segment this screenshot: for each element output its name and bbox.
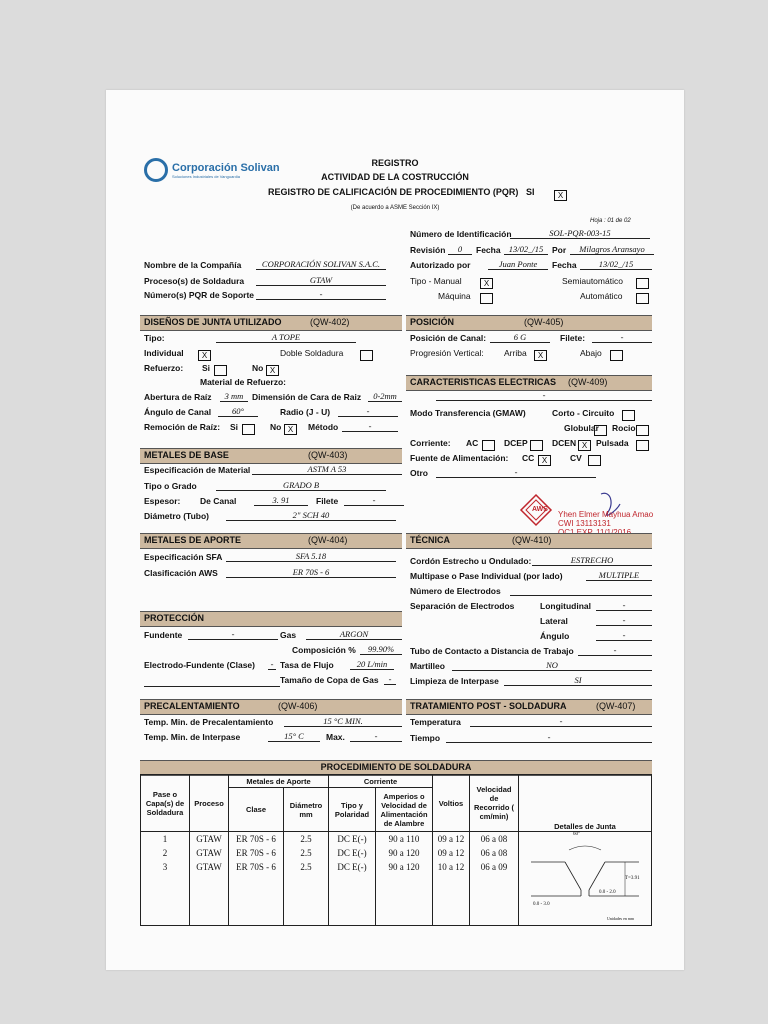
proceso-value: GTAW [256,275,386,286]
maquina-label: Máquina [438,291,471,301]
col-detalles: Detalles de Junta [519,775,652,832]
tiempo-value: - [446,732,652,743]
junta-tipo-value: A TOPE [216,332,356,343]
title-pqr: REGISTRO DE CALIFICACIÓN DE PROCEDIMIENTO (PQR) [268,187,519,197]
revision-label: Revisión [410,245,446,255]
otro-label: Otro [410,468,428,478]
electrodo-line [144,686,280,687]
row2-amperios: 90 a 120 [376,846,433,860]
aws-label: Clasificación AWS [144,568,218,578]
compania-label: Nombre de la Compañía [144,260,242,270]
col-diametro: Diámetro mm [284,788,329,832]
por-value: Milagros Aransayo [570,244,654,255]
aporte-section-header: METALES DE APORTE (QW-404) [140,533,402,549]
row3-clase: ER 70S - 6 [229,860,284,874]
precal-min-value: 15 °C MIN. [284,716,402,727]
title-registro: REGISTRO [371,158,419,168]
abertura-value: 3 mm [220,391,248,402]
row2-pase: 2 [141,846,190,860]
row3-diametro: 2.5 [284,860,329,874]
row1-velocidad: 06 a 08 [470,832,519,846]
tiempo-label: Tiempo [410,733,441,743]
filete-base-value: - [344,495,404,506]
multipase-label: Multipase o Pase Individual (por lado) [410,571,563,581]
sfa-label: Especificación SFA [144,552,223,562]
base-section-header: METALES DE BASE (QW-403) [140,448,402,464]
separacion-label: Separación de Electrodos [410,601,515,611]
autorizado-value: Juan Ponte [488,259,548,270]
angulo-tec-label: Ángulo [540,631,570,641]
doble-label: Doble Soldadura [280,348,344,358]
pqr-soporte-label: Número(s) PQR de Soporte [144,290,255,300]
tasa-value: 20 L/min [350,659,394,670]
autorizado-label: Autorizado por [410,260,471,270]
si-label: SI [526,187,535,197]
remocion-si-checkbox [242,421,255,439]
filete-pos-label: Filete: [560,333,586,343]
cc-label: CC [522,453,535,463]
seal-text: AWS [532,506,548,513]
sketch-t: T=3.91 [625,876,640,881]
sketch-angle: 60° [573,832,580,837]
martilleo-value: NO [452,660,652,671]
dcep-label: DCEP [504,438,528,448]
cc-checkbox: X [538,452,551,470]
otro-value: - [436,467,596,478]
espesor-label: Espesor: [144,496,181,506]
temperatura-label: Temperatura [410,717,461,727]
row1-clase: ER 70S - 6 [229,832,284,846]
doble-checkbox [360,347,373,365]
tasa-label: Tasa de Flujo [280,660,334,670]
canal-value: 6 G [490,332,550,343]
material-refuerzo-label: Material de Refuerzo: [200,377,286,387]
individual-label: Individual [144,348,184,358]
row2-voltios: 09 a 12 [433,846,470,860]
remocion-no-label: No [270,422,282,432]
sketch-face: 0.0 - 2.0 [599,890,616,895]
dimension-value: 0-2mm [368,391,402,402]
cv-label: CV [570,453,582,463]
revision-value: 0 [448,244,472,255]
row3-tipo: DC E(-) [329,860,376,874]
tipo-manual-checkbox: X [480,275,493,293]
tamano-copa-label: Tamaño de Copa de Gas [280,675,379,685]
remocion-label: Remoción de Raíz: [144,422,221,432]
post-section-header: TRATAMIENTO POST - SOLDADURA (QW-407) [406,699,652,715]
group-corriente: Corriente [329,775,433,788]
ac-label: AC [466,438,479,448]
row2-diametro: 2.5 [284,846,329,860]
logo-name: Corporación Solivan [172,162,280,174]
de-canal-value: 3. 91 [254,495,308,506]
diametro-tubo-label: Diámetro (Tubo) [144,511,210,521]
remocion-no-checkbox: X [284,421,297,439]
limpieza-value: SI [504,675,652,686]
remocion-si-label: Si [230,422,239,432]
max-label: Max. [326,732,345,742]
procedimiento-table [140,774,652,926]
col-clase: Clase [229,788,284,832]
lateral-value: - [596,615,652,626]
precal-min-label: Temp. Min. de Precalentamiento [144,717,274,727]
refuerzo-no-label: No [252,363,264,373]
table-row [141,832,652,846]
composicion-value: 99.90% [360,644,402,655]
filete-base-label: Filete [316,496,339,506]
row1-diametro: 2.5 [284,832,329,846]
row1-tipo: DC E(-) [329,832,376,846]
interpase-label: Temp. Min. de Interpase [144,732,241,742]
fecha-label: Fecha [476,245,501,255]
refuerzo-si-label: Si [202,363,211,373]
electrodo-fundente-label: Electrodo-Fundente (Clase) [144,660,255,670]
abajo-label: Abajo [580,348,602,358]
abertura-label: Abertura de Raíz [144,392,212,402]
automatico-checkbox [636,290,649,308]
multipase-value: MULTIPLE [586,570,652,581]
longitudinal-label: Longitudinal [540,601,591,611]
col-proceso: Proceso [190,775,229,832]
electrodo-fundente-value: - [268,659,276,670]
grado-label: Tipo o Grado [144,481,197,491]
abajo-checkbox [610,347,623,365]
hoja: Hoja : 01 de 02 [590,218,631,224]
tipo-manual-label: Tipo - Manual [410,276,462,286]
automatico-label: Automático [580,291,623,301]
max-value: - [350,731,402,742]
col-voltios: Voltios [433,775,470,832]
row1-proceso: GTAW [190,832,229,846]
sketch-gap: 0.0 - 3.0 [533,902,550,907]
row2-tipo: DC E(-) [329,846,376,860]
electrodos-line [510,595,652,596]
numero-label: Número de Identificación [410,229,512,239]
junta-section-header: DISEÑOS DE JUNTA UTILIZADO (QW-402) [140,315,402,331]
cordon-value: ESTRECHO [532,555,652,566]
temperatura-value: - [470,716,652,727]
electrodos-label: Número de Electrodos [410,586,501,596]
espec-material-label: Especificación de Material [144,465,251,475]
col-tipo: Tipo y Polaridad [329,788,376,832]
fecha2-label: Fecha [552,260,577,270]
progresion-label: Progresión Vertical: [410,348,484,358]
fundente-value: - [188,629,278,640]
electricas-section-header: CARACTERISTICAS ELECTRICAS (QW-409) [406,375,652,391]
dcen-checkbox: X [578,437,591,455]
row2-velocidad: 06 a 08 [470,846,519,860]
diametro-tubo-value: 2" SCH 40 [226,510,396,521]
globular-label: Globular [564,423,599,433]
asme-ref: (De acuerdo a ASME Sección IX) [350,205,440,211]
document-page [106,90,684,970]
modo-label: Modo Transferencia (GMAW) [410,408,526,418]
metodo-value: - [342,421,398,432]
angulo-tec-value: - [596,630,652,641]
row3-voltios: 10 a 12 [433,860,470,874]
filete-pos-value: - [592,332,652,343]
logo-tagline: Soluciones Industriales de Vanguardia [172,174,240,179]
row2-clase: ER 70S - 6 [229,846,284,860]
por-label: Por [552,245,567,255]
canal-label: Posición de Canal: [410,333,487,343]
angulo-canal-label: Ángulo de Canal [144,407,212,417]
row2-proceso: GTAW [190,846,229,860]
row1-amperios: 90 a 110 [376,832,433,846]
pqr-soporte-value: - [256,289,386,300]
row3-proceso: GTAW [190,860,229,874]
angulo-canal-value: 60° [218,406,258,417]
cordon-label: Cordón Estrecho u Ondulado: [410,556,532,566]
pulsada-checkbox [636,437,649,455]
corto-label: Corto - Circuito [552,408,615,418]
tecnica-section-header: TÉCNICA (QW-410) [406,533,652,549]
gas-value: ARGON [306,629,402,640]
de-canal-label: De Canal [200,496,237,506]
rocio-label: Rocio [612,423,636,433]
proteccion-section-header: PROTECCIÓN [140,611,402,627]
espec-material-value: ASTM A 53 [252,464,402,475]
procedimiento-header: PROCEDIMIENTO DE SOLDADURA [140,760,652,776]
row1-voltios: 09 a 12 [433,832,470,846]
sketch-note: Unidades en mm [607,916,635,921]
precal-section-header: PRECALENTAMIENTO (QW-406) [140,699,402,715]
sfa-value: SFA 5.18 [226,551,396,562]
fundente-label: Fundente [144,630,183,640]
dimension-label: Dimensión de Cara de Raiz [252,392,362,402]
row1-pase: 1 [141,832,190,846]
row3-amperios: 90 a 120 [376,860,433,874]
refuerzo-no-checkbox: X [266,362,279,380]
stamp-signer: Yhen Elmer Mayhua Amao [558,510,654,519]
composicion-label: Composición % [292,645,356,655]
interpase-value: 15° C [268,731,320,742]
refuerzo-label: Refuerzo: [144,363,184,373]
posicion-section-header: POSICIÓN (QW-405) [406,315,652,331]
corriente-label: Corriente: [410,438,451,448]
individual-checkbox: X [198,347,211,365]
grado-value: GRADO B [216,480,386,491]
tubo-value: - [578,645,652,656]
arriba-label: Arriba [504,348,527,358]
col-velocidad: Velocidad de Recorrido ( cm/min) [470,775,519,832]
col-pase: Pase o Capa(s) de Soldadura [141,775,190,832]
dcen-label: DCEN [552,438,577,448]
row3-velocidad: 06 a 09 [470,860,519,874]
si-checkbox: X [554,187,567,205]
compania-value: CORPORACIÓN SOLIVAN S.A.C. [256,259,386,270]
tubo-label: Tubo de Contacto a Distancia de Trabajo [410,646,574,656]
pulsada-label: Pulsada [596,438,629,448]
maquina-checkbox [480,290,493,308]
semiautomatico-label: Semiautomático [562,276,623,286]
proceso-label: Proceso(s) de Soldadura [144,276,245,286]
radio-label: Radio (J - U) [280,407,331,417]
arriba-checkbox: X [534,347,547,365]
tamano-copa-value: - [384,674,396,685]
electricas-blank: - [436,390,652,401]
col-amperios: Amperios o Velocidad de Alimentación de Alambre [376,788,433,832]
martilleo-label: Martilleo [410,661,445,671]
numero-value: SOL-PQR-003-15 [510,228,650,239]
lateral-label: Lateral [540,616,568,626]
limpieza-label: Limpieza de Interpase [410,676,499,686]
gas-label: Gas [280,630,297,640]
row3-pase: 3 [141,860,190,874]
fuente-label: Fuente de Alimentación: [410,453,509,463]
metodo-label: Método [308,422,339,432]
junta-tipo-label: Tipo: [144,333,165,343]
joint-sketch-cell [519,832,652,926]
stamp-cwi: CWI 13113131 [558,519,611,528]
fecha-value: 13/02_/15 [504,244,548,255]
radio-value: - [338,406,398,417]
aws-value: ER 70S - 6 [226,567,396,578]
group-aporte: Metales de Aporte [229,775,329,788]
fecha2-value: 13/02_/15 [580,259,652,270]
longitudinal-value: - [596,600,652,611]
title-actividad: ACTIVIDAD DE LA COSTRUCCIÓN [321,172,469,182]
